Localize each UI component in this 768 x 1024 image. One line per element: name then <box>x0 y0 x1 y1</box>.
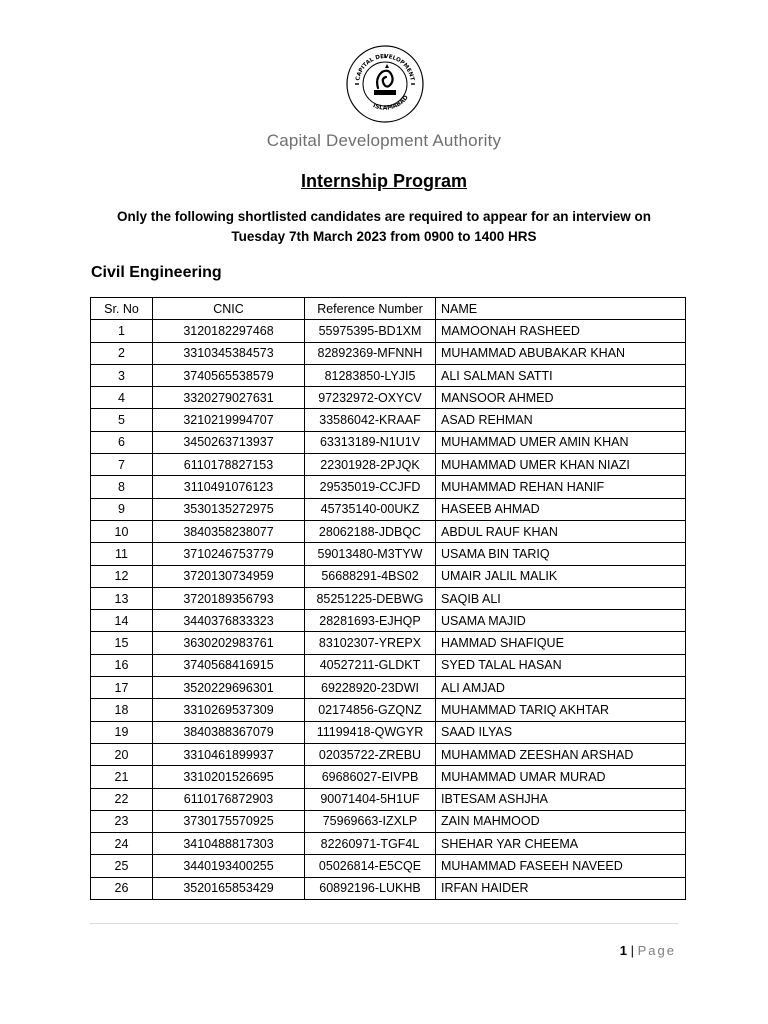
cell-name: UMAIR JALIL MALIK <box>436 565 686 587</box>
table-row <box>91 387 686 409</box>
cell-sr-no: 16 <box>91 654 153 676</box>
cell-reference-number: 22301928-2PJQK <box>305 454 436 476</box>
cell-reference-number: 05026814-E5CQE <box>305 855 436 877</box>
cell-reference-number: 85251225-DEBWG <box>305 587 436 609</box>
cell-sr-no: 8 <box>91 476 153 498</box>
cell-sr-no: 14 <box>91 610 153 632</box>
svg-text:ISLAMABAD <box>372 94 410 111</box>
organization-name: Capital Development Authority <box>266 131 502 150</box>
table-row <box>91 498 686 520</box>
cell-cnic: 3120182297468 <box>153 320 305 342</box>
cell-name: MUHAMMAD ZEESHAN ARSHAD <box>436 743 686 765</box>
page-label: Page <box>637 943 676 958</box>
cell-reference-number: 69228920-23DWI <box>305 677 436 699</box>
cell-name: ABDUL RAUF KHAN <box>436 520 686 542</box>
cell-cnic: 3530135272975 <box>153 498 305 520</box>
table-row <box>91 565 686 587</box>
cell-reference-number: 29535019-CCJFD <box>305 476 436 498</box>
cell-sr-no: 17 <box>91 677 153 699</box>
cell-cnic: 3310201526695 <box>153 766 305 788</box>
cell-cnic: 3710246753779 <box>153 543 305 565</box>
column-header-reference-number: Reference Number <box>305 298 436 320</box>
cell-cnic: 6110176872903 <box>153 788 305 810</box>
cell-name: MUHAMMAD UMER AMIN KHAN <box>436 431 686 453</box>
table-row <box>91 654 686 676</box>
table-row <box>91 543 686 565</box>
cell-sr-no: 13 <box>91 587 153 609</box>
cell-reference-number: 90071404-5H1UF <box>305 788 436 810</box>
cell-cnic: 3320279027631 <box>153 387 305 409</box>
cell-name: ALI SALMAN SATTI <box>436 364 686 386</box>
cell-reference-number: 59013480-M3TYW <box>305 543 436 565</box>
cell-sr-no: 4 <box>91 387 153 409</box>
table-header-row <box>91 298 686 320</box>
cell-name: SAAD ILYAS <box>436 721 686 743</box>
cell-reference-number: 75969663-IZXLP <box>305 810 436 832</box>
page-separator: | <box>630 943 634 958</box>
document-title: Internship Program <box>300 171 468 191</box>
interview-notice: Only the following shortlisted candidates are required to appear for an interview on Tuesday 7th March 2023 from 0900 to 1400 HRS <box>116 209 652 244</box>
cell-name: MANSOOR AHMED <box>436 387 686 409</box>
table-row <box>91 855 686 877</box>
cell-cnic: 3840358238077 <box>153 520 305 542</box>
table-row <box>91 766 686 788</box>
cell-reference-number: 56688291-4BS02 <box>305 565 436 587</box>
seal-text-top: CAPITAL DEVELOPMENT <box>355 53 415 82</box>
cell-name: MUHAMMAD FASEEH NAVEED <box>436 855 686 877</box>
cell-cnic: 3310345384573 <box>153 342 305 364</box>
cell-cnic: 3410488817303 <box>153 833 305 855</box>
candidates-table <box>90 297 686 900</box>
cell-sr-no: 23 <box>91 810 153 832</box>
page-number-value: 1 <box>619 943 627 958</box>
cell-sr-no: 1 <box>91 320 153 342</box>
cell-sr-no: 19 <box>91 721 153 743</box>
cell-cnic: 3740568416915 <box>153 654 305 676</box>
cell-cnic: 3210219994707 <box>153 409 305 431</box>
cell-sr-no: 5 <box>91 409 153 431</box>
cell-name: MUHAMMAD REHAN HANIF <box>436 476 686 498</box>
table-row <box>91 587 686 609</box>
cell-reference-number: 63313189-N1U1V <box>305 431 436 453</box>
cell-name: IRFAN HAIDER <box>436 877 686 899</box>
cell-sr-no: 3 <box>91 364 153 386</box>
cell-reference-number: 81283850-LYJI5 <box>305 364 436 386</box>
cell-sr-no: 22 <box>91 788 153 810</box>
cell-reference-number: 28062188-JDBQC <box>305 520 436 542</box>
cell-sr-no: 7 <box>91 454 153 476</box>
cell-sr-no: 25 <box>91 855 153 877</box>
table-row <box>91 743 686 765</box>
cell-name: MUHAMMAD UMER KHAN NIAZI <box>436 454 686 476</box>
cell-name: SYED TALAL HASAN <box>436 654 686 676</box>
page-number <box>620 943 676 958</box>
cell-reference-number: 82892369-MFNNH <box>305 342 436 364</box>
table-row <box>91 520 686 542</box>
cell-name: MUHAMMAD ABUBAKAR KHAN <box>436 342 686 364</box>
cell-cnic: 3630202983761 <box>153 632 305 654</box>
cell-sr-no: 11 <box>91 543 153 565</box>
cell-cnic: 3440193400255 <box>153 855 305 877</box>
cell-cnic: 3720189356793 <box>153 587 305 609</box>
cell-reference-number: 55975395-BD1XM <box>305 320 436 342</box>
table-row <box>91 476 686 498</box>
cell-name: SHEHAR YAR CHEEMA <box>436 833 686 855</box>
cell-sr-no: 20 <box>91 743 153 765</box>
column-header-name: NAME <box>436 298 686 320</box>
table-row <box>91 610 686 632</box>
cell-sr-no: 15 <box>91 632 153 654</box>
table-row <box>91 342 686 364</box>
cell-name: SAQIB ALI <box>436 587 686 609</box>
seal-text-bottom: ISLAMABAD <box>371 94 410 112</box>
cell-sr-no: 10 <box>91 520 153 542</box>
table-row <box>91 721 686 743</box>
cell-reference-number: 83102307-YREPX <box>305 632 436 654</box>
column-header-cnic: CNIC <box>153 298 305 320</box>
cell-name: MUHAMMAD UMAR MURAD <box>436 766 686 788</box>
table-row <box>91 810 686 832</box>
cell-reference-number: 02174856-GZQNZ <box>305 699 436 721</box>
cell-reference-number: 28281693-EJHQP <box>305 610 436 632</box>
cell-cnic: 3440376833323 <box>153 610 305 632</box>
table-row <box>91 699 686 721</box>
cell-name: USAMA BIN TARIQ <box>436 543 686 565</box>
cell-reference-number: 02035722-ZREBU <box>305 743 436 765</box>
cell-name: IBTESAM ASHJHA <box>436 788 686 810</box>
cell-cnic: 3310269537309 <box>153 699 305 721</box>
cell-name: MAMOONAH RASHEED <box>436 320 686 342</box>
cell-sr-no: 26 <box>91 877 153 899</box>
cell-name: HASEEB AHMAD <box>436 498 686 520</box>
footer-divider <box>90 923 678 924</box>
cell-sr-no: 6 <box>91 431 153 453</box>
cell-reference-number: 40527211-GLDKT <box>305 654 436 676</box>
cda-seal-logo <box>345 44 425 124</box>
cell-cnic: 3740565538579 <box>153 364 305 386</box>
cell-name: USAMA MAJID <box>436 610 686 632</box>
table-row <box>91 788 686 810</box>
table-row <box>91 833 686 855</box>
cell-cnic: 3110491076123 <box>153 476 305 498</box>
cell-reference-number: 45735140-00UKZ <box>305 498 436 520</box>
svg-text:CAPITAL DEVELOPMENT AUTHORITY <box>345 44 415 83</box>
table-row <box>91 454 686 476</box>
cell-cnic: 3310461899937 <box>153 743 305 765</box>
cell-name: ZAIN MAHMOOD <box>436 810 686 832</box>
cell-reference-number: 33586042-KRAAF <box>305 409 436 431</box>
cell-reference-number: 60892196-LUKHB <box>305 877 436 899</box>
cell-name: ALI AMJAD <box>436 677 686 699</box>
table-row <box>91 320 686 342</box>
cell-reference-number: 97232972-OXYCV <box>305 387 436 409</box>
column-header-sr-no: Sr. No <box>91 298 153 320</box>
cell-reference-number: 11199418-QWGYR <box>305 721 436 743</box>
cell-name: MUHAMMAD TARIQ AKHTAR <box>436 699 686 721</box>
cell-cnic: 3720130734959 <box>153 565 305 587</box>
cell-cnic: 3840388367079 <box>153 721 305 743</box>
cell-cnic: 6110178827153 <box>153 454 305 476</box>
table-row <box>91 677 686 699</box>
table-row <box>91 632 686 654</box>
cell-sr-no: 18 <box>91 699 153 721</box>
cell-cnic: 3450263713937 <box>153 431 305 453</box>
cell-sr-no: 9 <box>91 498 153 520</box>
cell-cnic: 3730175570925 <box>153 810 305 832</box>
table-row <box>91 364 686 386</box>
cell-reference-number: 69686027-EIVPB <box>305 766 436 788</box>
table-row <box>91 877 686 899</box>
cell-cnic: 3520165853429 <box>153 877 305 899</box>
table-row <box>91 409 686 431</box>
cell-reference-number: 82260971-TGF4L <box>305 833 436 855</box>
cell-sr-no: 2 <box>91 342 153 364</box>
cell-cnic: 3520229696301 <box>153 677 305 699</box>
section-title-civil-engineering: Civil Engineering <box>91 264 222 281</box>
cell-sr-no: 12 <box>91 565 153 587</box>
cell-sr-no: 24 <box>91 833 153 855</box>
cell-name: HAMMAD SHAFIQUE <box>436 632 686 654</box>
table-row <box>91 431 686 453</box>
cell-name: ASAD REHMAN <box>436 409 686 431</box>
cell-sr-no: 21 <box>91 766 153 788</box>
